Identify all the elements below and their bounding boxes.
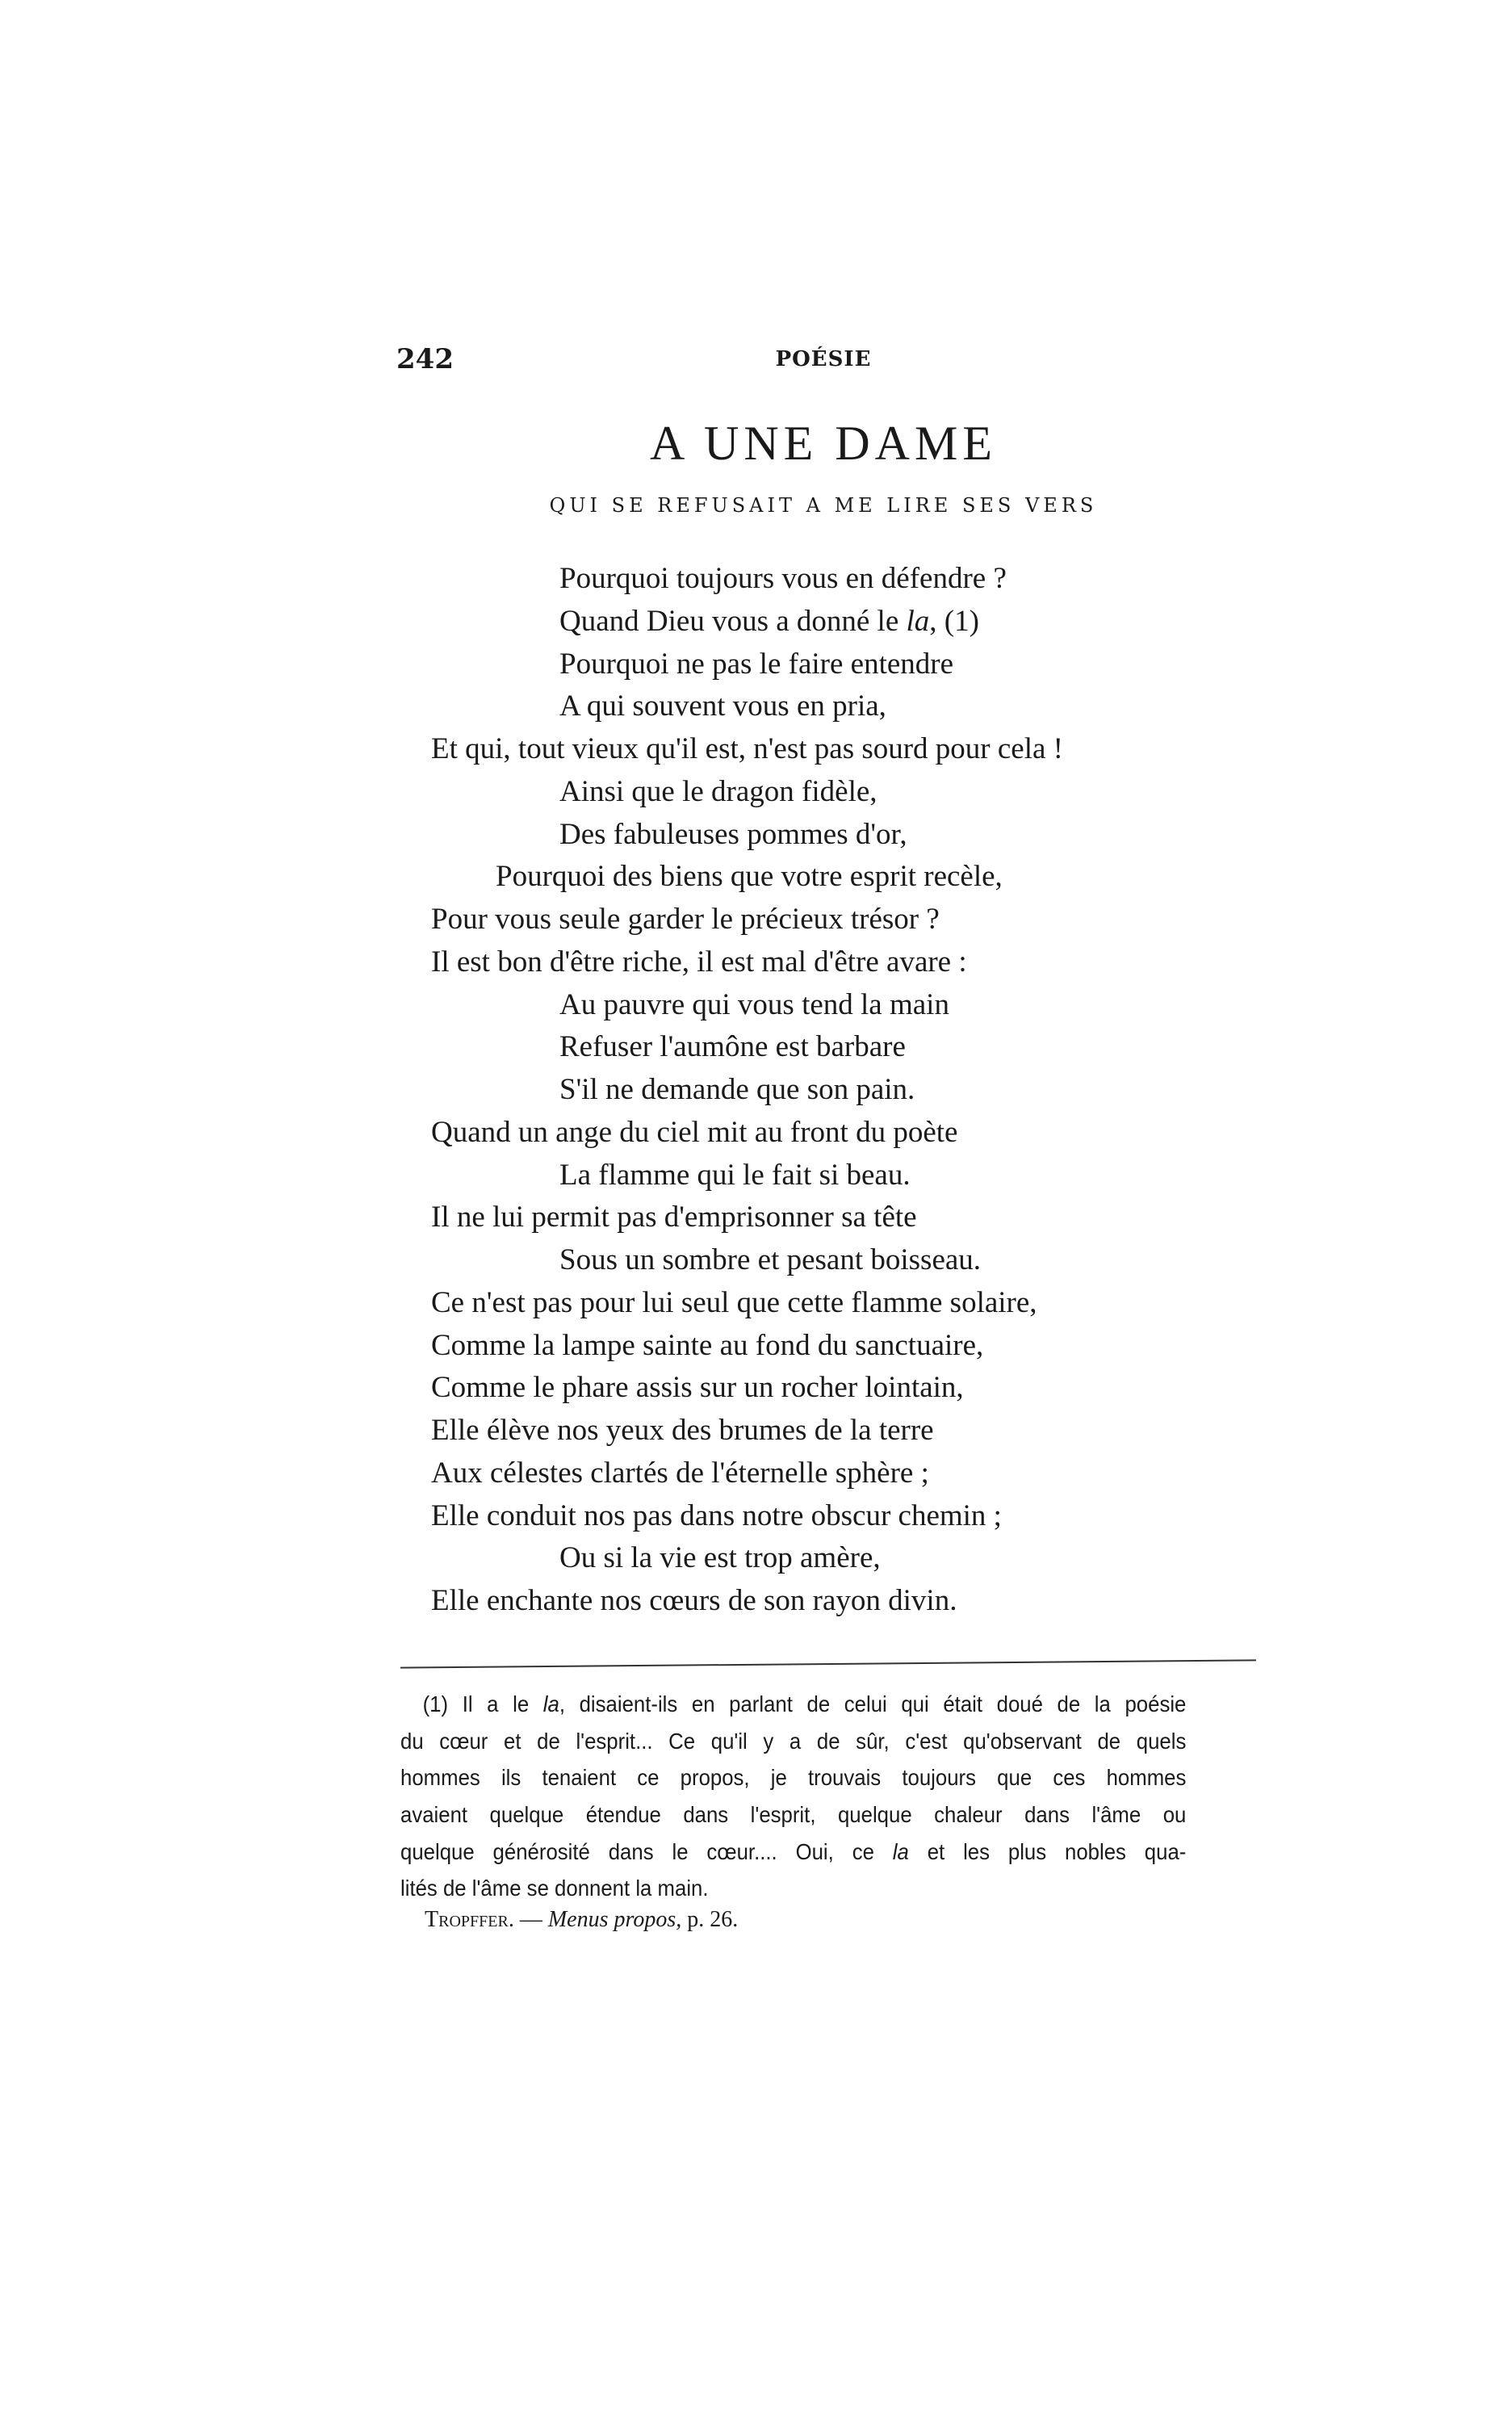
footnote-line [400,1759,1186,1796]
footnote-line [400,1686,1186,1723]
italic-text: la [892,1838,909,1864]
text-segment: La flamme qui le fait si beau. [559,1158,911,1192]
text-segment: S'il ne demande que son pain. [559,1073,915,1106]
text-segment: Ou si la vie est trop amère, [559,1541,881,1575]
italic-text: la [906,604,930,638]
text-segment: Comme la lampe sainte au fond du sanctuaire, [431,1328,984,1362]
source-dash: — [513,1907,548,1932]
text-segment: Elle conduit nos pas dans notre obscur chemin ; [431,1498,1002,1532]
verse-line [559,557,1007,600]
verse-line [431,1281,1037,1324]
text-segment: hommes ils tenaient ce propos, je trouvais toujours que ces hommes [400,1765,1187,1791]
source-work: Menus propos, [547,1907,682,1932]
footnote-line [400,1834,1186,1871]
text-segment: Pourquoi toujours vous en défendre ? [559,562,1007,595]
verse-line [559,1068,915,1111]
verse-line [559,770,877,813]
verse-line [559,813,907,856]
verse-line [431,1452,929,1494]
verse-line [559,983,949,1026]
verse-line [431,727,1063,770]
footnote [400,1686,1186,1907]
footnote-source [425,1907,738,1933]
poem-title: A UNE DAME [650,417,997,470]
verse-line [431,1579,957,1622]
text-segment: Pour vous seule garder le précieux trésor ? [431,903,940,936]
verse-line [431,1366,964,1409]
source-page: p. 26. [681,1907,739,1932]
text-segment: Sous un sombre et pesant boisseau. [559,1243,982,1276]
text-segment: Elle enchante nos cœurs de son rayon divin. [431,1584,957,1617]
text-segment: Pourquoi ne pas le faire entendre [559,647,954,681]
text-segment: A qui souvent vous en pria, [559,689,886,723]
text-segment: quelque générosité dans le cœur.... Oui, ce [400,1838,893,1864]
verse-line [559,1154,911,1197]
verse-line [559,1025,906,1068]
verse-line [559,1536,881,1579]
verse-line [559,600,979,643]
text-segment: Quand un ange du ciel mit au front du poète [431,1115,958,1149]
verse-line [496,855,1003,898]
verse-line [431,1324,983,1367]
text-segment: , disaient-ils en parlant de celui qui était doué de la poésie [559,1691,1187,1716]
text-segment: Ainsi que le dragon fidèle, [559,774,877,808]
footnote-divider [400,1659,1256,1668]
verse-line [431,941,967,983]
text-segment: lités de l'âme se donnent la main. [400,1876,709,1901]
text-segment: Aux célestes clartés de l'éternelle sphère ; [431,1456,929,1490]
text-segment: Au pauvre qui vous tend la main [559,987,949,1021]
text-segment: Ce n'est pas pour lui seul que cette flamme solaire, [431,1285,1037,1319]
text-segment: du cœur et de l'esprit... Ce qu'il y a de sûr, c'est qu'observant de quels [400,1728,1187,1754]
text-segment: Il ne lui permit pas d'emprisonner sa tête [431,1201,917,1234]
text-segment: Refuser l'aumône est barbare [559,1030,906,1064]
text-segment: Quand Dieu vous a donné le [559,604,907,638]
footnote-line [400,1796,1186,1834]
footnote-line [400,1723,1186,1760]
text-segment: , (1) [929,604,979,638]
verse-line [559,1239,981,1281]
footnote-line [400,1870,1186,1907]
poem-subtitle: QUI SE REFUSAIT A ME LIRE SES VERS [549,494,1098,517]
verse-line [431,1196,917,1239]
text-segment: (1) Il a le [422,1691,543,1716]
running-head: POÉSIE [775,347,872,371]
text-segment: Comme le phare assis sur un rocher lointain, [431,1371,964,1405]
verse-line [431,1494,1002,1537]
text-segment: avaient quelque étendue dans l'esprit, quelque chaleur dans l'âme ou [400,1802,1187,1828]
verse-line [431,898,940,941]
page-number: 242 [396,343,454,375]
verse-line [559,685,886,727]
text-segment: Et qui, tout vieux qu'il est, n'est pas sourd pour cela ! [431,732,1063,765]
verse-line [431,1111,957,1154]
source-author: Tropffer. [425,1907,514,1932]
verse-line [431,1409,934,1452]
text-segment: Elle élève nos yeux des brumes de la terre [431,1414,934,1447]
verse-line [559,643,953,685]
text-segment: Pourquoi des biens que votre esprit recèle, [496,860,1003,894]
text-segment: Il est bon d'être riche, il est mal d'être avare : [431,945,967,979]
text-segment: et les plus nobles qua- [908,1838,1187,1864]
italic-text: la [542,1691,559,1716]
text-segment: Des fabuleuses pommes d'or, [559,817,907,851]
